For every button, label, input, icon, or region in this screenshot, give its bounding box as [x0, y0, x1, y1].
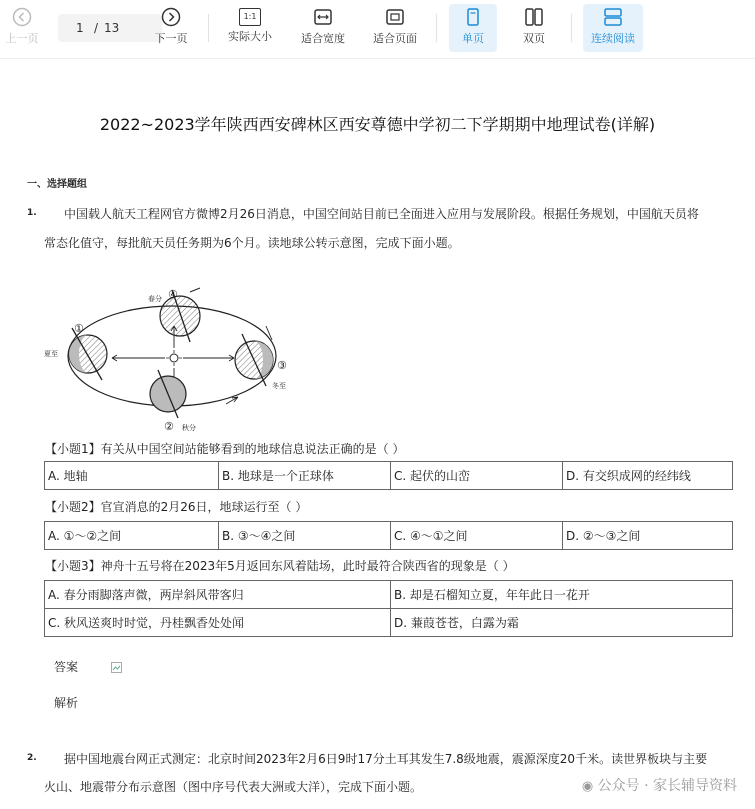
fit-page-button[interactable] — [368, 4, 422, 52]
option-d[interactable]: D. 蒹葭苍苍，白露为霜 — [391, 609, 733, 637]
sub-question-3: 【小题3】神舟十五号将在2023年5月返回东风着陆场，此时最符合陕西省的现象是（ ） — [45, 559, 515, 573]
option-c[interactable]: C. 起伏的山峦 — [391, 462, 563, 490]
page-separator: / — [94, 21, 99, 35]
option-d[interactable]: D. ②～③之间 — [563, 522, 733, 550]
earth-autumn-equinox — [150, 370, 186, 418]
fit-width-icon — [312, 6, 334, 28]
earth-orbit-diagram — [40, 284, 300, 434]
page-number-input[interactable] — [58, 14, 162, 42]
document-title: 2022~2023学年陕西西安碑林区西安尊德中学初二下学期期中地理试卷(详解) — [99, 115, 656, 134]
question-number: 2. — [27, 753, 37, 763]
fit-width-button[interactable] — [296, 4, 350, 52]
actual-size-icon: 1:1 — [239, 8, 261, 26]
continuous-reading-label: 连续阅读 — [591, 32, 635, 45]
earth-spring-equinox — [160, 288, 200, 342]
viewer-toolbar — [0, 0, 755, 59]
chevron-left-circle-icon — [11, 6, 33, 28]
watermark — [582, 775, 737, 795]
prev-page-button[interactable] — [2, 4, 42, 52]
question-text-line: 火山、地震带分布示意图（图中序号代表大洲或大洋），完成下面小题。 — [44, 780, 423, 794]
single-page-button[interactable] — [449, 4, 497, 52]
wechat-icon: ◉ — [581, 779, 594, 794]
actual-size-button[interactable] — [224, 4, 276, 52]
actual-size-label: 实际大小 — [228, 30, 272, 43]
toolbar-divider — [208, 14, 209, 42]
chevron-right-circle-icon — [160, 6, 182, 28]
option-c[interactable]: C. ④～①之间 — [391, 522, 563, 550]
sub-question-2: 【小题2】官宣消息的2月26日，地球运行至（ ） — [45, 500, 308, 514]
section-heading: 一、选择题组 — [27, 179, 87, 190]
fit-page-label: 适合页面 — [373, 32, 417, 45]
options-table-2 — [44, 521, 733, 550]
fit-page-icon — [384, 6, 406, 28]
earth-summer-solstice — [69, 328, 107, 380]
toolbar-divider — [436, 14, 437, 42]
label-num-1: ① — [74, 322, 84, 335]
broken-image-icon — [111, 662, 122, 673]
analysis-label: 解析 — [54, 696, 79, 710]
next-page-button[interactable] — [150, 4, 192, 52]
label-spring: 春分 — [148, 295, 162, 303]
continuous-scroll-icon — [602, 6, 624, 28]
label-num-3: ③ — [277, 359, 287, 372]
single-page-icon — [462, 6, 484, 28]
option-a[interactable]: A. ①～②之间 — [45, 522, 219, 550]
total-pages: 13 — [104, 21, 120, 35]
fit-width-label: 适合宽度 — [301, 32, 345, 45]
option-b[interactable]: B. 地球是一个正球体 — [219, 462, 391, 490]
question-text-line: 中国载人航天工程网官方微博2月26日消息，中国空间站目前已全面进入应用与发展阶段。根据任务规划，中国航天员将 — [64, 207, 699, 221]
option-b[interactable]: B. ③～④之间 — [219, 522, 391, 550]
document-page — [0, 60, 755, 809]
double-page-label: 双页 — [523, 32, 545, 45]
question-text-line: 据中国地震台网正式测定：北京时间2023年2月6日9时17分土耳其发生7.8级地震，震源深度20千米。读世界板块与主要 — [64, 752, 708, 766]
options-table-1 — [44, 461, 733, 490]
option-a[interactable]: A. 地轴 — [45, 462, 219, 490]
current-page: 1 — [76, 21, 84, 35]
double-page-icon — [523, 6, 545, 28]
label-winter: 冬至 — [272, 382, 286, 390]
prev-page-label: 上一页 — [5, 32, 39, 45]
option-d[interactable]: D. 有交织成网的经纬线 — [563, 462, 733, 490]
label-summer: 夏至 — [44, 350, 58, 358]
label-num-4: ④ — [168, 288, 178, 301]
single-page-label: 单页 — [462, 32, 484, 45]
label-autumn: 秋分 — [182, 424, 196, 432]
toolbar-divider — [571, 14, 572, 42]
question-number: 1. — [27, 208, 37, 218]
next-page-label: 下一页 — [154, 32, 188, 45]
double-page-button[interactable] — [510, 4, 558, 52]
earth-winter-solstice — [235, 334, 273, 386]
option-a[interactable]: A. 春分雨脚落声微，两岸斜风带客归 — [45, 581, 391, 609]
watermark-text: 公众号 · 家长辅导资料 — [597, 778, 737, 794]
option-c[interactable]: C. 秋风送爽时时觉，丹桂飘香处处闻 — [45, 609, 391, 637]
question-text-line: 常态化值守，每批航天员任务期为6个月。读地球公转示意图，完成下面小题。 — [44, 236, 460, 250]
continuous-reading-button[interactable] — [583, 4, 643, 52]
options-table-3 — [44, 580, 733, 637]
sub-question-1: 【小题1】有关从中国空间站能够看到的地球信息说法正确的是（ ） — [45, 442, 405, 456]
option-b[interactable]: B. 却是石榴知立夏，年年此日一花开 — [391, 581, 733, 609]
label-num-2: ② — [164, 420, 174, 433]
answer-label: 答案 — [54, 660, 79, 674]
sun-icon — [166, 350, 182, 366]
